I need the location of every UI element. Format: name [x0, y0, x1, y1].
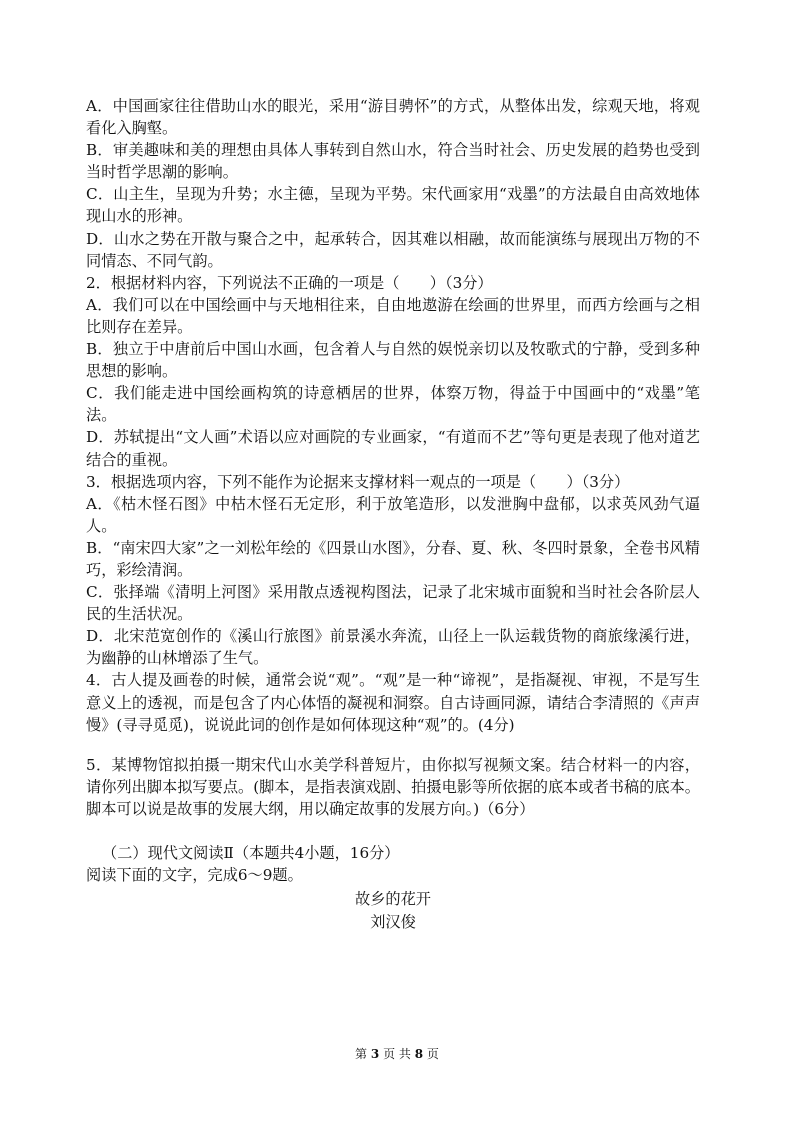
question-5: 5．某博物馆拟拍摄一期宋代山水美学科普短片，由你拟写视频文案。结合材料一的内容，请你列出脚本拟写要点。(脚本，是指表演戏剧、拍摄电影等所依据的底本或者书稿的底本。脚本可以说是故事的发展大纲，用以确定故事的发展方向。)（6分） [86, 755, 700, 818]
section-heading: （二）现代文阅读Ⅱ（本题共4小题，16分） [102, 844, 400, 862]
q1-option-a: A．中国画家往往借助山水的眼光，采用“游目骋怀”的方式，从整体出发，综观天地，将观看化入胸壑。 [86, 97, 700, 138]
q1-option-d: D．山水之势在开散与聚合之中，起承转合，因其难以相融，故而能演练与展现出万物的不同情态、不同气韵。 [86, 229, 700, 270]
q3-option-b: B．“南宋四大家”之一刘松年绘的《四景山水图》，分春、夏、秋、冬四时景象，全卷书风精巧，彩绘清润。 [86, 538, 700, 579]
article-title: 故乡的花开 [355, 890, 431, 909]
section-instruction: 阅读下面的文字，完成6～9题。 [86, 866, 303, 885]
q2-option-b: B．独立于中唐前后中国山水画，包含着人与自然的娱悦亲切以及牧歌式的宁静，受到多种思想的影响。 [86, 340, 700, 381]
q3-option-d: D．北宋范宽创作的《溪山行旅图》前景溪水奔流，山径上一队运载货物的商旅缘溪行进，为幽静的山林增添了生气。 [86, 627, 700, 668]
footer-page-number: 3 [370, 1047, 380, 1061]
question-4: 4．古人提及画卷的时候，通常会说“观”。“观”是一种“谛视”，是指凝视、审视，不是写生意义上的透视，而是包含了内心体悟的凝视和洞察。自古诗画同源，请结合李清照的《声声慢》(寻寻觅觅)，说说此词的创作是如何体现这种“观”的。(4分) [86, 671, 700, 734]
article-author: 刘汉俊 [370, 912, 416, 931]
q3-option-c: C．张择端《清明上河图》采用散点透视构图法，记录了北宋城市面貌和当时社会各阶层人民的生活状况。 [86, 583, 700, 624]
footer-total-pages: 8 [414, 1047, 424, 1061]
q1-option-c: C．山主生，呈现为升势；水主德，呈现为平势。宋代画家用“戏墨”的方法最自由高效地体现山水的形神。 [86, 185, 700, 226]
footer-middle: 页 共 [383, 1047, 411, 1061]
q2-option-a: A．我们可以在中国绘画中与天地相往来，自由地遨游在绘画的世界里，而西方绘画与之相比则存在差异。 [86, 295, 700, 336]
page-footer [0, 1046, 794, 1062]
question-2-stem: 2．根据材料内容，下列说法不正确的一项是（ ）（3分） [86, 273, 493, 292]
question-3-stem: 3．根据选项内容，下列不能作为论据来支撑材料一观点的一项是（ ）（3分） [86, 472, 630, 491]
footer-prefix: 第 [355, 1047, 368, 1061]
q1-option-b: B．审美趣味和美的理想由具体人事转到自然山水，符合当时社会、历史发展的趋势也受到当时哲学思潮的影响。 [86, 141, 700, 182]
q2-option-c: C．我们能走进中国绘画构筑的诗意栖居的世界，体察万物，得益于中国画中的“戏墨”笔法。 [86, 384, 700, 425]
page-content [86, 95, 700, 933]
q2-option-d: D．苏轼提出“文人画”术语以应对画院的专业画家，“有道而不艺”等句更是表现了他对道艺结合的重视。 [86, 428, 700, 469]
q3-option-a: A．《枯木怪石图》中枯木怪石无定形，利于放笔造形，以发泄胸中盘郁，以求英风劲气逼人。 [86, 494, 700, 535]
footer-suffix: 页 [426, 1047, 439, 1061]
